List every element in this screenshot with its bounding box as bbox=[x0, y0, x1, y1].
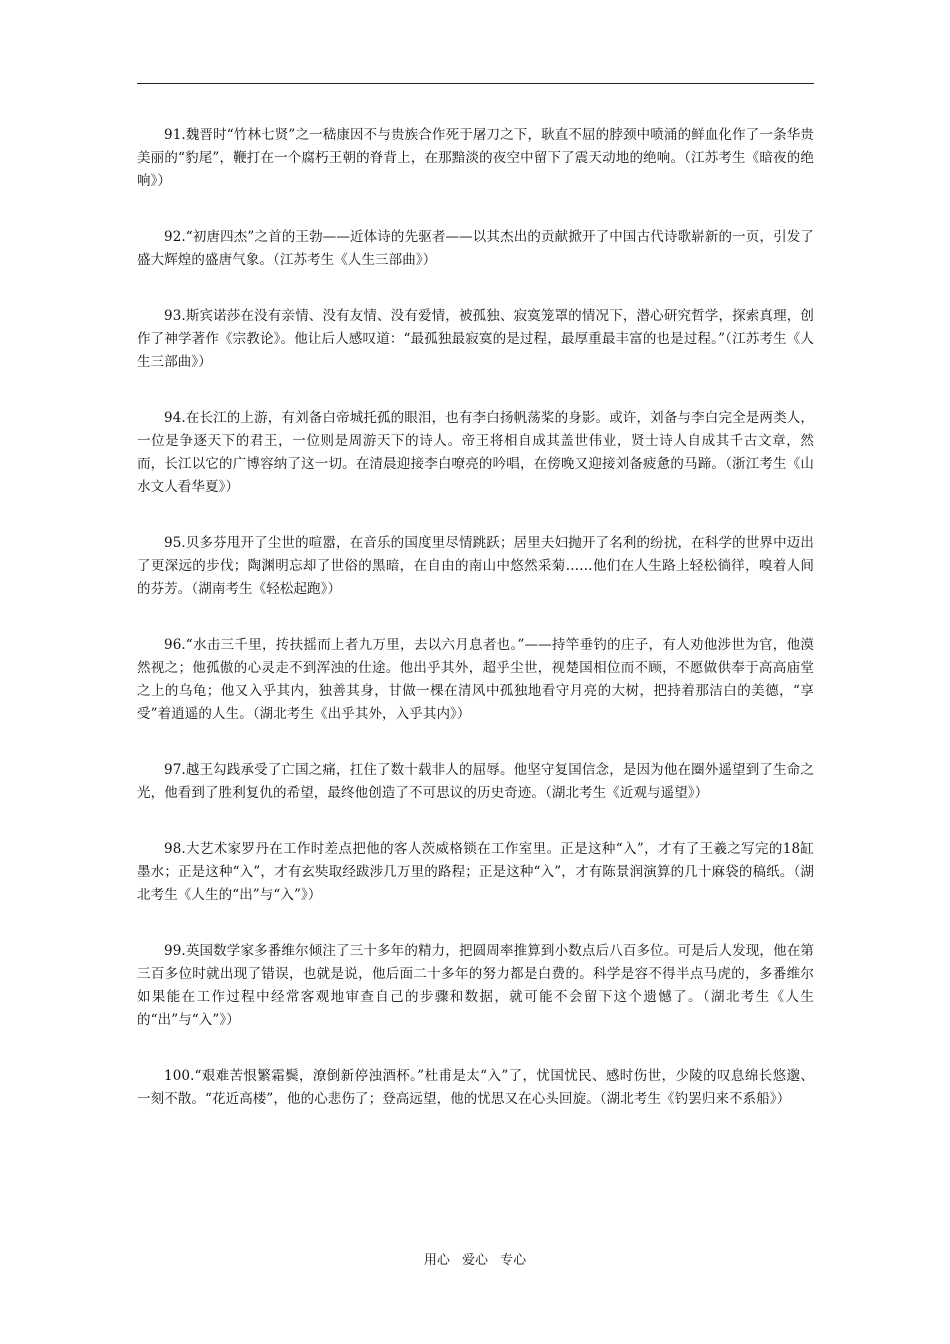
paragraph-99: 99.英国数学家多番维尔倾注了三十多年的精力，把圆周率推算到小数点后八百多位。可是后人发现，他在第三百多位时就出现了错误，也就是说，他后面二十多年的努力都是白费的。科学是容不得半点马虎的，多番维尔如果能在工作过程中经常客观地审查自己的步骤和数据，就可能不会留下这个遗憾了。（湖北考生《人生的“出”与“入”》） bbox=[137, 943, 814, 1028]
paragraph-93: 93.斯宾诺莎在没有亲情、没有友情、没有爱情，被孤独、寂寞笼罩的情况下，潜心研究哲学，探索真理，创作了神学著作《宗教论》。他让后人感叹道：“最孤独最寂寞的是过程，最厚重最丰富的也是过程。”（江苏考生《人生三部曲》） bbox=[137, 308, 814, 370]
paragraph-96: 96.“水击三千里，抟扶摇而上者九万里，去以六月息者也。”——持竿垂钓的庄子，有人劝他涉世为官，他漠然视之；他孤傲的心灵走不到浑浊的仕途。他出乎其外，超乎尘世，视楚国相位而不顾，不愿做供奉于高高庙堂之上的乌龟；他又入乎其内，独善其身，甘做一棵在清风中孤独地看守月亮的大树，把持着那洁白的美德，“享受”着逍遥的人生。（湖北考生《出乎其外，入乎其内》） bbox=[137, 637, 814, 722]
paragraph-95: 95.贝多芬甩开了尘世的喧嚣，在音乐的国度里尽情跳跃；居里夫妇抛开了名利的纷扰，在科学的世界中迈出了更深远的步伐；陶渊明忘却了世俗的黑暗，在自由的南山中悠然采菊……他们在人生路上轻松徜徉，嗅着人间的芬芳。（湖南考生《轻松起跑》） bbox=[137, 535, 814, 597]
paragraph-94: 94.在长江的上游，有刘备白帝城托孤的眼泪，也有李白扬帆荡桨的身影。或许，刘备与李白完全是两类人，一位是争逐天下的君王，一位则是周游天下的诗人。帝王将相自成其盖世伟业，贤士诗人自成其千古文章，然而，长江以它的广博容纳了这一切。在清晨迎接李白嘹亮的吟唱，在傍晚又迎接刘备疲惫的马蹄。（浙江考生《山水文人看华夏》） bbox=[137, 410, 814, 495]
paragraph-98: 98.大艺术家罗丹在工作时差点把他的客人茨威格锁在工作室里。正是这种“入”，才有了王羲之写完的18缸墨水；正是这种“入”，才有玄奘取经跋涉几万里的路程；正是这种“入”，才有陈景润演算的几十麻袋的稿纸。（湖北考生《人生的“出”与“入”》） bbox=[137, 841, 814, 903]
page-footer bbox=[0, 1249, 950, 1268]
header-rule bbox=[137, 83, 814, 84]
paragraph-97: 97.越王勾践承受了亡国之痛，扛住了数十载非人的屈辱。他坚守复国信念，是因为他在圈外遥望到了生命之光，他看到了胜利复仇的希望，最终他创造了不可思议的历史奇迹。（湖北考生《近观与遥望》） bbox=[137, 762, 814, 801]
paragraph-100: 100.“艰难苦恨繁霜鬓，潦倒新停浊酒杯。”杜甫是太“入”了，忧国忧民、感时伤世，少陵的叹息绵长悠邈、一刻不散。“花近高楼”，他的心悲伤了；登高远望，他的忧思又在心头回旋。（湖北考生《钓罢归来不系船》） bbox=[137, 1068, 814, 1107]
paragraph-92: 92.“初唐四杰”之首的王勃——近体诗的先驱者——以其杰出的贡献掀开了中国古代诗歌崭新的一页，引发了盛大辉煌的盛唐气象。（江苏考生《人生三部曲》） bbox=[137, 229, 814, 268]
document-body bbox=[137, 124, 814, 1144]
paragraph-91: 91.魏晋时“竹林七贤”之一嵇康因不与贵族合作死于屠刀之下，耿直不屈的脖颈中喷涌的鲜血化作了一条华贵美丽的“豹尾”，鞭打在一个腐朽王朝的脊背上，在那黯淡的夜空中留下了震天动地的绝响。（江苏考生《暗夜的绝响》） bbox=[137, 127, 814, 189]
footer-text-3: 专心 bbox=[500, 1253, 527, 1268]
footer-text-2: 爱心 bbox=[461, 1253, 488, 1268]
footer-text-1: 用心 bbox=[423, 1253, 450, 1268]
